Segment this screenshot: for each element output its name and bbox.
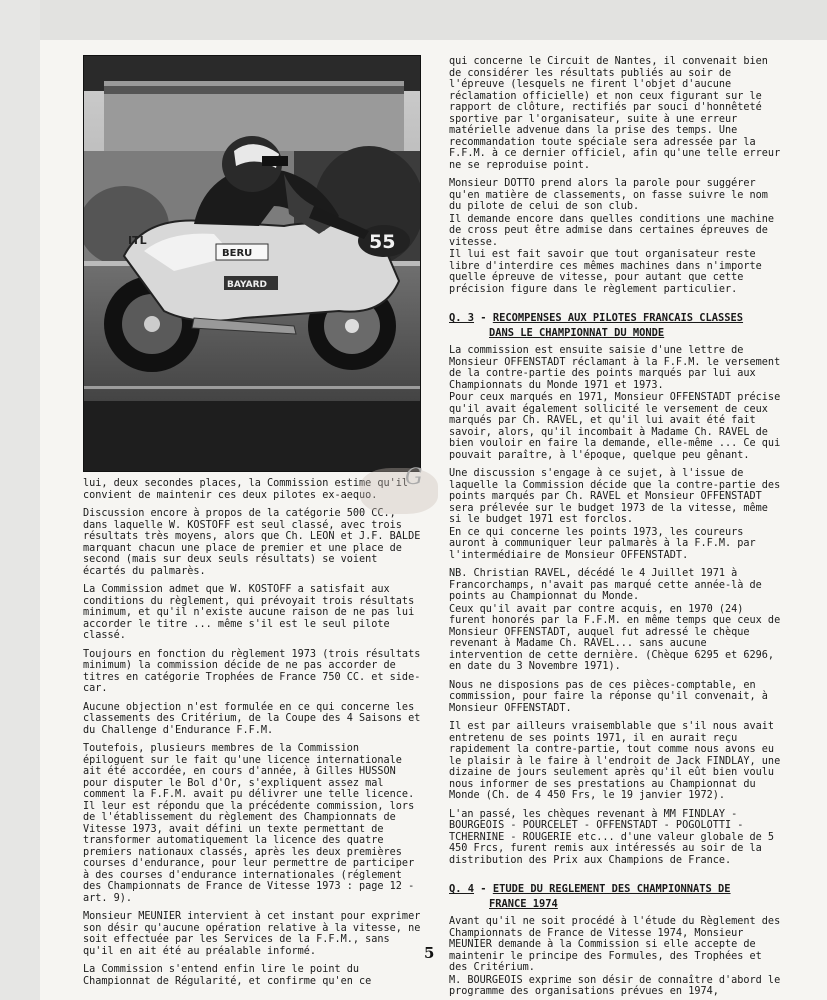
paragraph: Aucune objection n'est formulée en ce qui concerne les classements des Critérium, de la Coupe des 4 Saisons et du Challenge d'Endurance F.F.M. [83, 701, 421, 736]
section-title: RECOMPENSES AUX PILOTES FRANCAIS CLASSES [492, 312, 744, 324]
paragraph: Nous ne disposions pas de ces pièces-comptable, en commission, pour faire la réponse qu'il convenait, à Monsieur OFFENSTADT. [449, 679, 768, 714]
paragraph: Monsieur DOTTO prend alors la parole pour suggérer qu'en matière de classements, on fasse suivre le nom du pilote de celui de son club. [449, 178, 768, 212]
right-text-column [449, 56, 784, 1000]
left-text-column [83, 478, 421, 994]
library-stamp [360, 468, 438, 514]
section-number: Q. 3 [449, 312, 475, 324]
paragraph: Il demande encore dans quelles conditions une machine de cross peut être admise dans certaines épreuves de vitesse. [449, 213, 775, 248]
sponsor-bayard: BAYARD [227, 280, 267, 290]
bike-number: 55 [369, 231, 396, 253]
section-title: ETUDE DU REGLEMENT DES CHAMPIONNATS DE [492, 883, 731, 895]
paragraph: Il lui est fait savoir que tout organisateur reste libre d'interdire ces mêmes machines dans n'importe quelle épreuve de vitesse, pour autant que cette précision figure dans le règlement particulier. [449, 249, 762, 295]
paragraph: En ce qui concerne les points 1973, les coureurs auront à communiquer leur palmarès à la F.F.M. par l'intermédiaire de Monsieur OFFENSTADT. [449, 526, 756, 561]
racer-photo-illustration [84, 56, 421, 472]
fairing-mark: ITL [128, 234, 147, 247]
paragraph: Avant qu'il ne soit procédé à l'étude du Règlement des Championnats de France de Vitesse 1974, Monsieur MEUNIER demande à la Commission si elle accepte de maintenir le principe des Formules, des Trophées et des Critérium. [449, 916, 781, 973]
paragraph: La commission est ensuite saisie d'une lettre de Monsieur OFFENSTADT réclamant à la F.F.M. le versement de la contre-partie des points marqués par lui aux Championnats du Monde 1971 et 1973. [449, 345, 781, 391]
stamp-mark: G [405, 465, 423, 490]
paragraph: L'an passé, les chèques revenant à MM FINDLAY - BOURGEOIS - POURCELET - OFFENSTADT - POGOLOTTI - TCHERNINE - ROUGERIE etc... d'une valeur globale de 5 450 Frcs, furent remis aux intéressés au soir de la distribution des Prix aux Champions de France. [449, 808, 775, 866]
paragraph: Monsieur MEUNIER intervient à cet instant pour exprimer son désir qu'aucune opération relative à la vitesse, ne soit effectuée par les Services de la F.F.M., sans qu'il en ait été au préalable informé. [83, 911, 421, 957]
paragraph: Toujours en fonction du règlement 1973 (trois résultats minimum) la commission décide de ne pas accorder de titres en catégorie Trophées de France 750 CC. et side-car. [83, 648, 421, 694]
paragraph: lui, deux secondes places, la Commission estime qu'il convient de maintenir ces deux pilotes ex-aequo. [83, 478, 409, 501]
paragraph: Toutefois, plusieurs membres de la Commission épiloguent sur le fait qu'une licence internationale ait été accordée, en cours d'année, à Gilles HUSSON pour disputer le Bol d'Or, s'expliquent assez mal comment la F.F.M. avait pu délivrer une telle licence. Il leur est répondu que la précédente commission, lors de l'établissement du règlement des Championnats de Vitesse 1973, avait défini un texte permettant de transformer automatiquement la licence des quatre premiers nationaux classés, après les deux premières courses d'endurance, pour leur permettre de participer à des courses d'endurance internationales (réglement des Championnats de France de Vitesse 1973 : page 12 - art. 9). [83, 743, 415, 904]
section-number: Q. 4 [449, 883, 475, 895]
paragraph: Une discussion s'engage à ce sujet, à l'issue de laquelle la Commission décide que la contre-partie des points marqués par Ch. RAVEL et Monsieur OFFENSTADT sera prélevée sur le budget 1973 de la vitesse, même si le budget 1971 est forclos. [449, 468, 781, 525]
paragraph: Pour ceux marqués en 1971, Monsieur OFFENSTADT précise qu'il avait également sollicité le versement de ceux marqués par Ch. RAVEL, et qu'il lui avait été fait savoir, alors, qu'il incombait à Madame Ch. RAVEL de bien vouloir en faire la demande, elle-même ... Ce qui pouvait paraître, à l'époque, quelque peu gênant. [449, 392, 781, 461]
section-title-line2: DANS LE CHAMPIONNAT DU MONDE [489, 326, 665, 339]
page-number: 5 [424, 944, 435, 962]
section-title-line2: FRANCE 1974 [489, 897, 558, 910]
scan-left-margin [0, 0, 40, 1000]
paragraph: La Commission s'entend enfin lire le point du Championnat de Régularité, et confirme qu'en ce [83, 964, 372, 987]
paragraph: M. BOURGEOIS exprime son désir de connaître d'abord le programme des organisations prévues en 1974, [449, 974, 781, 997]
paragraph: qui concerne le Circuit de Nantes, il convenait bien de considérer les résultats publiés au soir de l'épreuve (lesquels ne firent l'objet d'aucune réclamation officielle) et non ceux figurant sur le rapport de clôture, rectifiés par souci d'honnêteté sportive par l'organisateur, suite à une erreur matérielle advenue dans la prise des temps. Une recommandation toute spéciale sera adressée par la F.F.M. à ce dernier officiel, afin qu'une telle erreur ne se reproduise point. [449, 56, 781, 171]
sponsor-beru: BERU [222, 248, 253, 259]
section-heading-q3: Q. 3 - RECOMPENSES AUX PILOTES FRANCAIS CLASSES DANS LE CHAMPIONNAT DU MONDE [449, 313, 784, 339]
scan-top-margin [0, 0, 827, 40]
paragraph: Discussion encore à propos de la catégorie 500 CC., dans laquelle W. KOSTOFF est seul classé, avec trois résultats très moyens, alors que Ch. LEON et J.F. BALDE marquant chacun une place de premier et une place de second (mais sur deux seuls résultats) se voient écartés du palmarès. [83, 508, 421, 577]
paragraph: NB. Christian RAVEL, décédé le 4 Juillet 1971 à Francorchamps, n'avait pas marqué cette année-là de points au Championnat du Monde. [449, 568, 762, 602]
motorcycle-racer-photo [83, 55, 421, 472]
section-heading-q4: Q. 4 - ETUDE DU REGLEMENT DES CHAMPIONNATS DE FRANCE 1974 [449, 884, 784, 910]
paragraph: Ceux qu'il avait par contre acquis, en 1970 (24) furent honorés par la F.F.M. en même temps que ceux de Monsieur OFFENSTADT, auquel fut adressé le chèque revenant à Madame Ch. RAVEL... sans aucune intervention de cette dernière. (Chèque 6295 et 6296, en date du 3 Novembre 1971). [449, 603, 781, 672]
paragraph: Il est par ailleurs vraisemblable que s'il nous avait entretenu de ses points 1971, il en aurait reçu rapidement la contre-partie, tout comme nous avons eu le plaisir à le faire à l'endroit de Jack FINDLAY, une dizaine de jours seulement après qu'il eût bien voulu nous informer de ses prestations au Championnat du Monde (Ch. de 4 450 Frs, le 19 janvier 1972). [449, 721, 781, 801]
paragraph: La Commission admet que W. KOSTOFF a satisfait aux conditions du règlement, qui prévoyait trois résultats minimum, et qu'il n'existe aucune raison de ne pas lui accorder le titre ... même s'il est le seul pilote classé. [83, 584, 415, 641]
